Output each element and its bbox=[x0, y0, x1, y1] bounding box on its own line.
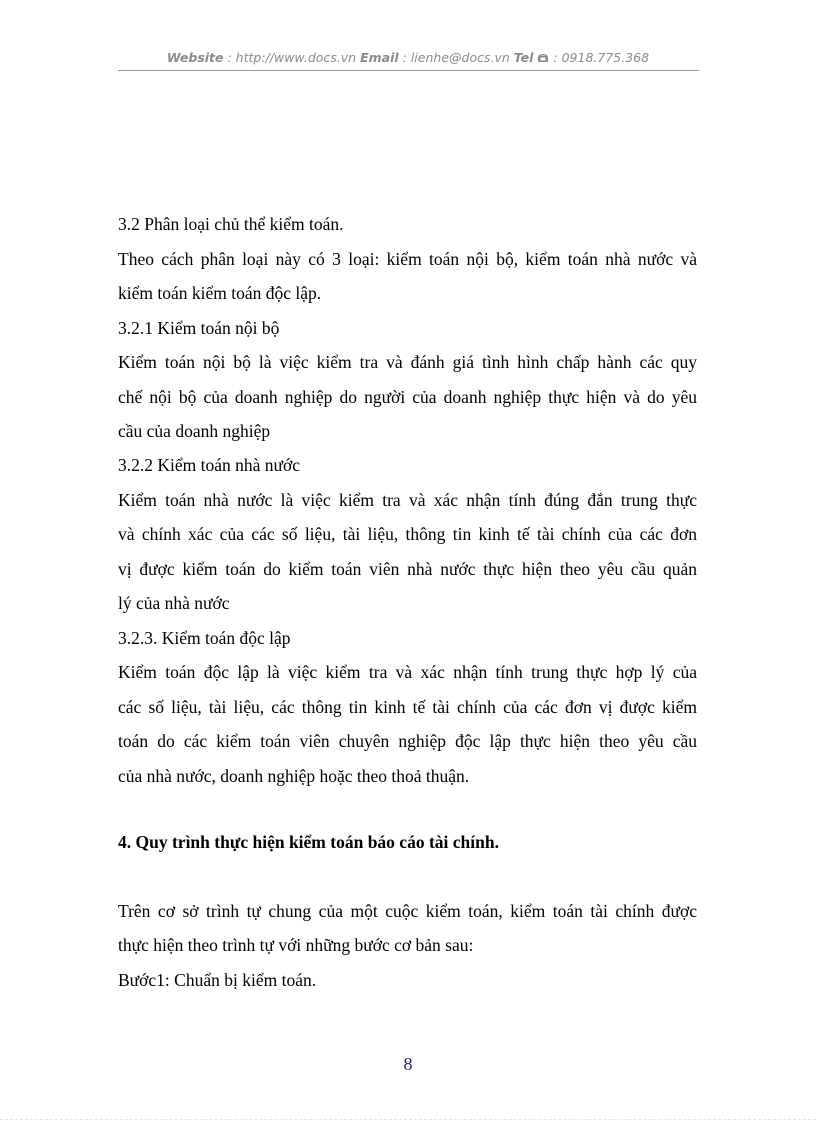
paragraph-line: chế nội bộ của doanh nghiệp do người của doanh nghiệp thực hiện và do yêu bbox=[118, 387, 697, 407]
paragraph-line: của nhà nước, doanh nghiệp hoặc theo thoả thuận. bbox=[118, 766, 470, 786]
paragraph-line: và chính xác của các số liệu, tài liệu, thông tin kinh tế tài chính của các đơn bbox=[118, 524, 697, 544]
phone-icon bbox=[537, 52, 549, 63]
step-heading: Bước1: Chuẩn bị kiểm toán. bbox=[118, 970, 317, 990]
email-label: Email bbox=[360, 50, 399, 65]
section-heading-3-2-1: 3.2.1 Kiểm toán nội bộ bbox=[118, 318, 280, 338]
tel-label: Tel bbox=[513, 50, 534, 65]
section-heading-3-2-2: 3.2.2 Kiểm toán nhà nước bbox=[118, 455, 301, 475]
paragraph-line: toán do các kiểm toán viên chuyên nghiệp độc lập thực hiện theo yêu cầu bbox=[118, 731, 697, 751]
website-label: Website bbox=[166, 50, 224, 65]
paragraph-line: lý của nhà nước bbox=[118, 593, 230, 613]
paragraph-line: Kiểm toán độc lập là việc kiểm tra và xác nhận tính trung thực hợp lý của bbox=[118, 662, 697, 682]
paragraph-line: thực hiện theo trình tự với những bước cơ bản sau: bbox=[118, 935, 474, 955]
paragraph-line: vị được kiểm toán do kiểm toán viên nhà nước thực hiện theo yêu cầu quản bbox=[118, 559, 697, 579]
page-number: 8 bbox=[403, 1054, 413, 1074]
header-rule bbox=[118, 70, 699, 71]
paragraph-line: cầu của doanh nghiệp bbox=[118, 421, 271, 441]
section-heading-3-2: 3.2 Phân loại chủ thể kiểm toán. bbox=[118, 214, 344, 234]
section-heading-3-2-3: 3.2.3. Kiểm toán độc lập bbox=[118, 628, 291, 648]
paragraph-line: Theo cách phân loại này có 3 loại: kiểm toán nội bộ, kiểm toán nhà nước và bbox=[118, 249, 697, 269]
paragraph-line: Trên cơ sở trình tự chung của một cuộc kiểm toán, kiểm toán tài chính được bbox=[118, 901, 697, 921]
website-value: : http://www.docs.vn bbox=[227, 50, 357, 65]
tel-value: : 0918.775.368 bbox=[553, 50, 650, 65]
paragraph-line: Kiểm toán nhà nước là việc kiểm tra và xác nhận tính đúng đắn trung thực bbox=[118, 490, 697, 510]
email-value: : lienhe@docs.vn bbox=[402, 50, 510, 65]
page-header bbox=[118, 50, 698, 65]
footer-rule bbox=[0, 1119, 816, 1120]
section-heading-4: 4. Quy trình thực hiện kiểm toán báo cáo tài chính. bbox=[118, 832, 499, 852]
paragraph-line: các số liệu, tài liệu, các thông tin kinh tế tài chính của các đơn vị được kiểm bbox=[118, 697, 697, 717]
paragraph-line: Kiểm toán nội bộ là việc kiểm tra và đánh giá tình hình chấp hành các quy bbox=[118, 352, 697, 372]
paragraph-line: kiểm toán kiểm toán độc lập. bbox=[118, 283, 322, 303]
